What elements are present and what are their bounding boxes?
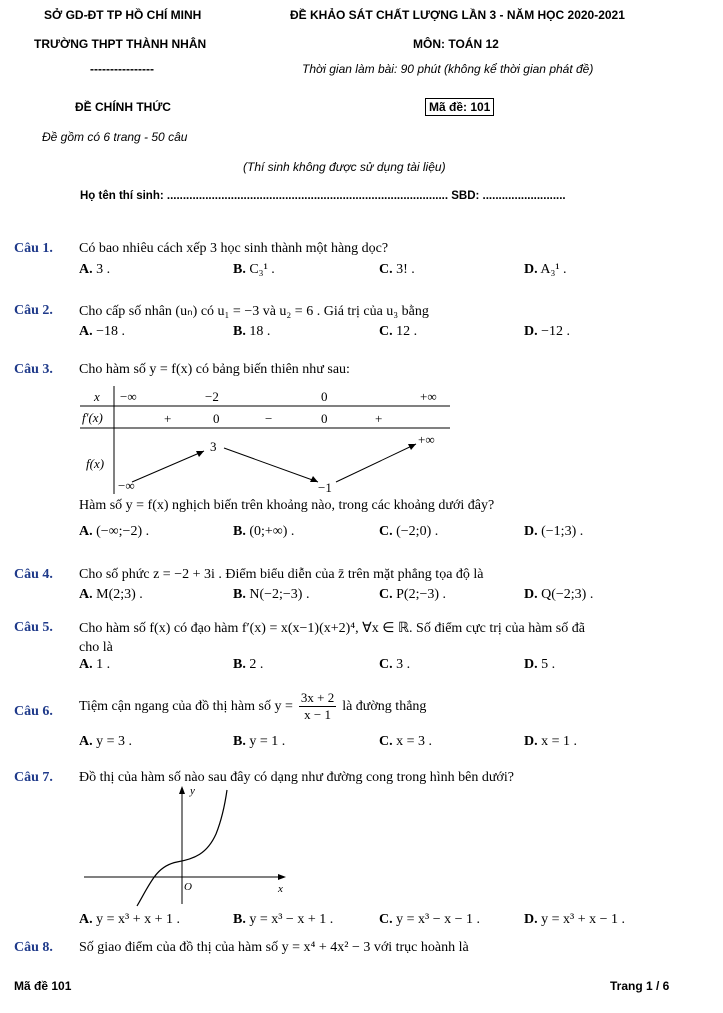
option-a: A. 1 . [79,657,111,672]
exam-time: Thời gian làm bài: 90 phút (không kể thời gian phát đề) [302,62,594,76]
fraction-numerator: 3x + 2 [300,690,335,705]
dash-separator: ---------------- [90,62,154,76]
option-a: A. y = 3 . [79,734,133,749]
question-label: Câu 3. [14,362,53,377]
x-value: −∞ [120,389,137,404]
sign: 0 [213,411,220,426]
question-text: Cho hàm số y = f(x) có bảng biến thiên như sau: [79,362,350,377]
option-b: B. 18 . [233,324,271,339]
f-value: 3 [210,439,217,454]
f-value: −1 [318,480,332,494]
f-value: −∞ [118,478,135,493]
fraction [299,690,336,723]
option-d: D. A₃¹ . [524,262,567,277]
x-value: 0 [321,389,328,404]
sign: 0 [321,411,328,426]
footer-exam-code: Mã đề 101 [14,979,72,993]
option-b: B. y = x³ − x + 1 . [233,912,334,927]
question-label: Câu 5. [14,620,53,635]
option-c: C. y = x³ − x − 1 . [379,912,481,927]
arrow-up-2 [336,444,416,482]
row-label-fprime: f′(x) [82,410,103,425]
origin-label: O [184,881,192,893]
option-b: B. N(−2;−3) . [233,587,310,602]
row-label-f: f(x) [86,456,105,471]
sign: + [375,411,383,426]
cubic-graph [82,784,292,908]
y-axis-arrow [179,786,185,794]
variation-table [80,386,450,494]
option-d: D. −12 . [524,324,571,339]
option-c: C. P(2;−3) . [379,587,447,602]
x-axis-arrow [278,874,286,880]
question-label: Câu 4. [14,567,53,582]
option-d: D. x = 1 . [524,734,578,749]
option-a: A. −18 . [79,324,126,339]
exam-code-box: Mã đề: 101 [425,98,494,116]
official-label: ĐỀ CHÍNH THỨC [75,100,171,114]
x-axis-label: x [278,883,283,895]
subject: MÔN: TOÁN 12 [413,37,499,51]
fraction-denominator: x − 1 [304,707,331,722]
y-axis-label: y [190,785,195,797]
f-value: +∞ [418,432,435,447]
question-label: Câu 6. [14,704,53,719]
school-name: TRƯỜNG THPT THÀNH NHÂN [34,37,207,51]
exam-title: ĐỀ KHẢO SÁT CHẤT LƯỢNG LẦN 3 - NĂM HỌC 2020-2021 [290,8,625,22]
option-c: C. 3! . [379,262,415,277]
question-label: Câu 8. [14,940,53,955]
option-d: D. (−1;3) . [524,524,584,539]
option-c: C. (−2;0) . [379,524,439,539]
question-text: Có bao nhiêu cách xếp 3 học sinh thành một hàng dọc? [79,241,389,256]
question-text: Đồ thị của hàm số nào sau đây có dạng như đường cong trong hình bên dưới? [79,770,514,785]
arrowhead [310,476,318,482]
option-a: A. (−∞;−2) . [79,524,150,539]
option-c: C. 12 . [379,324,418,339]
question-text: Cho cấp số nhân (uₙ) có u₁ = −3 và u₂ = 6 . Giá trị của u₃ bằng [79,304,429,319]
sign: − [265,411,273,426]
option-a: A. 3 . [79,262,111,277]
option-c: C. 3 . [379,657,411,672]
x-value: +∞ [420,389,437,404]
arrow-down [224,448,318,482]
question-text: Cho số phức z = −2 + 3i . Điểm biểu diễn của z̄ trên mặt phẳng tọa độ là [79,567,484,582]
page-count: Đề gồm có 6 trang - 50 câu [42,130,188,144]
question-label: Câu 1. [14,241,53,256]
row-label-x: x [94,389,100,404]
question-label: Câu 2. [14,303,53,318]
student-name-line: Họ tên thí sinh: ........................................................................................ SBD: .......................... [80,190,566,202]
option-a: A. y = x³ + x + 1 . [79,912,181,927]
option-c: C. x = 3 . [379,734,433,749]
arrow-up-1 [132,451,204,482]
question-text-continued: cho là [79,640,113,655]
question-label: Câu 7. [14,770,53,785]
option-a: A. M(2;3) . [79,587,143,602]
option-b: B. C₃¹ . [233,262,275,277]
department-name: SỞ GD-ĐT TP HỒ CHÍ MINH [44,8,202,22]
option-b: B. y = 1 . [233,734,286,749]
question-text: Cho hàm số f(x) có đạo hàm f′(x) = x(x−1)(x+2)⁴, ∀x ∈ ℝ. Số điểm cực trị của hàm số đã [79,621,585,636]
question-text: Số giao điểm của đồ thị của hàm số y = x⁴ + 4x² − 3 với trục hoành là [79,940,469,955]
question-text-followup: Hàm số y = f(x) nghịch biến trên khoảng nào, trong các khoảng dưới đây? [79,498,495,513]
option-b: B. 2 . [233,657,264,672]
x-value: −2 [205,389,219,404]
option-d: D. y = x³ + x − 1 . [524,912,626,927]
option-d: D. Q(−2;3) . [524,587,594,602]
sign: + [164,411,172,426]
exam-note: (Thí sinh không được sử dụng tài liệu) [243,160,446,174]
footer-page-number: Trang 1 / 6 [610,979,670,993]
question-text: Tiệm cận ngang của đồ thị hàm số y = $\frac{3x + 2}{x - 1}$ là đường thẳng [79,690,427,722]
option-d: D. 5 . [524,657,556,672]
option-b: B. (0;+∞) . [233,524,295,539]
